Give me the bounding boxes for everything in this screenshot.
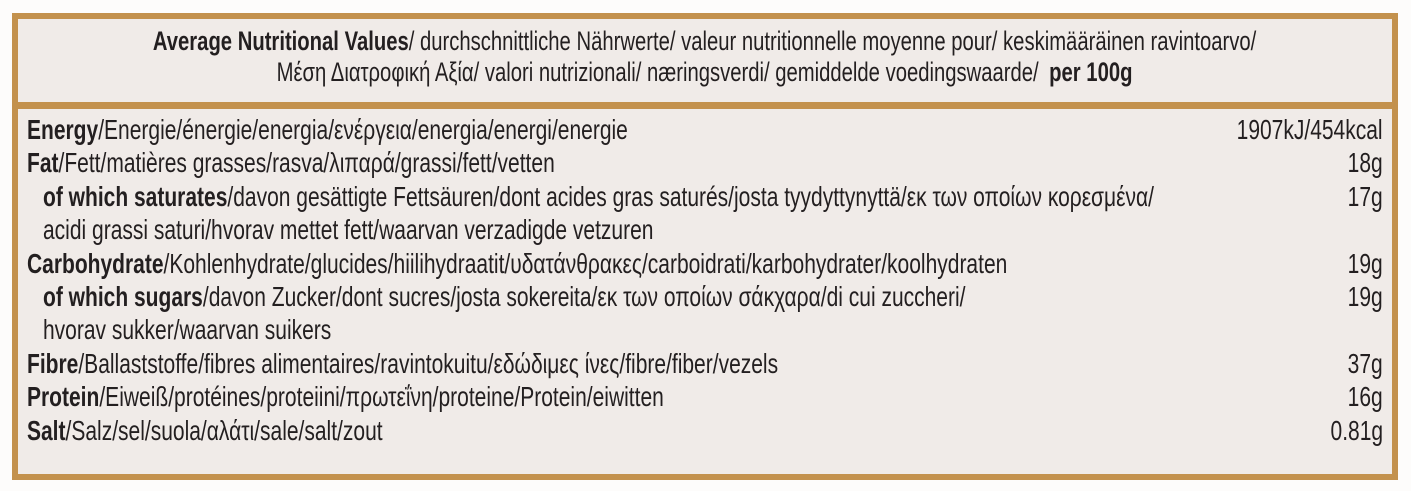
per-100g-label: per 100g	[1049, 57, 1133, 87]
header-line-2-text	[277, 57, 1133, 88]
value-carbohydrate: 19g	[1347, 247, 1383, 279]
nutrient-term: Fat	[27, 147, 59, 179]
header-line-1	[28, 26, 1382, 57]
nutrient-translations: /Kohlenhydrate/glucides/hiilihydraatit/υδατάνθρακες/carboidrati/karbohydrater/koolhydraten	[163, 247, 1008, 279]
nutrition-table	[18, 109, 1392, 451]
nutrient-term: Protein	[27, 381, 100, 413]
row-fat	[27, 146, 1383, 179]
nutrient-translations-cont: acidi grassi saturi/hvorav mettet fett/waarvan verzadigde vetzuren	[43, 214, 654, 246]
value-saturates: 17g	[1347, 180, 1383, 212]
value-salt: 0.81g	[1330, 414, 1383, 446]
row-carbohydrate	[27, 247, 1383, 280]
nutrient-line	[27, 146, 1001, 179]
nutrient-translations: /Energie/énergie/energia/ενέργεια/energia/energi/energie	[98, 114, 628, 145]
row-label	[27, 146, 1326, 179]
value-fibre: 37g	[1347, 347, 1383, 379]
nutrient-line	[27, 247, 1008, 280]
nutrient-translations: /davon gesättigte Fettsäuren/dont acides gras saturés/josta tyydyttynyttä/εκ των οποίων κορεσμένα/	[227, 180, 1154, 212]
nutrient-line	[27, 414, 984, 447]
row-label	[27, 414, 1303, 447]
nutrient-translations: /Ballaststoffe/fibres alimentaires/ravintokuitu/εδώδιμες ίνες/fibre/fiber/vezels	[78, 347, 779, 379]
header-translations-cont: Μέση Διατροφική Αξία/ valori nutrizionali/ næringsverdi/ gemiddelde voedingswaarde/	[277, 57, 1040, 87]
row-fibre	[27, 347, 1383, 380]
nutrition-label	[12, 13, 1398, 480]
header-line-2	[28, 57, 1382, 88]
nutrient-translations: /Eiweiß/protéines/proteiini/πρωτεΐνη/proteine/Protein/eiwitten	[99, 381, 664, 413]
nutrient-term: Fibre	[27, 347, 79, 379]
row-energy	[27, 113, 1383, 146]
value-sugars: 19g	[1347, 281, 1383, 313]
value-energy: 1907kJ/454kcal	[1237, 114, 1383, 145]
nutrient-term: of which sugars	[43, 281, 203, 313]
row-label	[27, 347, 1326, 380]
header-line-1-text	[153, 26, 1256, 57]
label-header	[18, 19, 1392, 109]
row-sugars	[27, 280, 1383, 347]
nutrient-translations-cont: hvorav sukker/waarvan suikers	[43, 314, 332, 346]
nutrient-term: Salt	[27, 414, 66, 446]
nutrient-line	[27, 380, 1001, 413]
header-title-translations: / durchschnittliche Nährwerte/ valeur nutritionnelle moyenne pour/ keskimääräinen ravintoarvo/	[409, 26, 1257, 56]
row-label	[27, 113, 1178, 146]
nutrient-term: of which saturates	[43, 180, 228, 212]
nutrient-line	[27, 347, 1001, 380]
nutrient-line	[27, 113, 891, 146]
nutrient-translations: /Salz/sel/suola/αλάτι/sale/salt/zout	[65, 414, 383, 446]
nutrient-line	[43, 180, 1154, 213]
row-label	[27, 380, 1326, 413]
nutrient-translations: /Fett/matières grasses/rasva/λιπαρά/grassi/fett/vetten	[58, 147, 555, 179]
value-fat: 18g	[1347, 147, 1383, 179]
nutrient-line	[43, 280, 1005, 313]
row-saturates	[27, 180, 1383, 247]
row-label	[27, 247, 1326, 280]
nutrient-translations: /davon Zucker/dont sucres/josta sokereita/εκ των οποίων σάκχαρα/di cui zuccheri/	[202, 281, 966, 313]
nutrient-term: Carbohydrate	[27, 247, 164, 279]
row-label	[27, 180, 1326, 247]
row-salt	[27, 414, 1383, 447]
header-title-bold: Average Nutritional Values	[153, 26, 410, 56]
value-protein: 16g	[1347, 381, 1383, 413]
row-protein	[27, 380, 1383, 413]
row-label	[27, 280, 1326, 347]
nutrient-term: Energy	[27, 114, 99, 145]
